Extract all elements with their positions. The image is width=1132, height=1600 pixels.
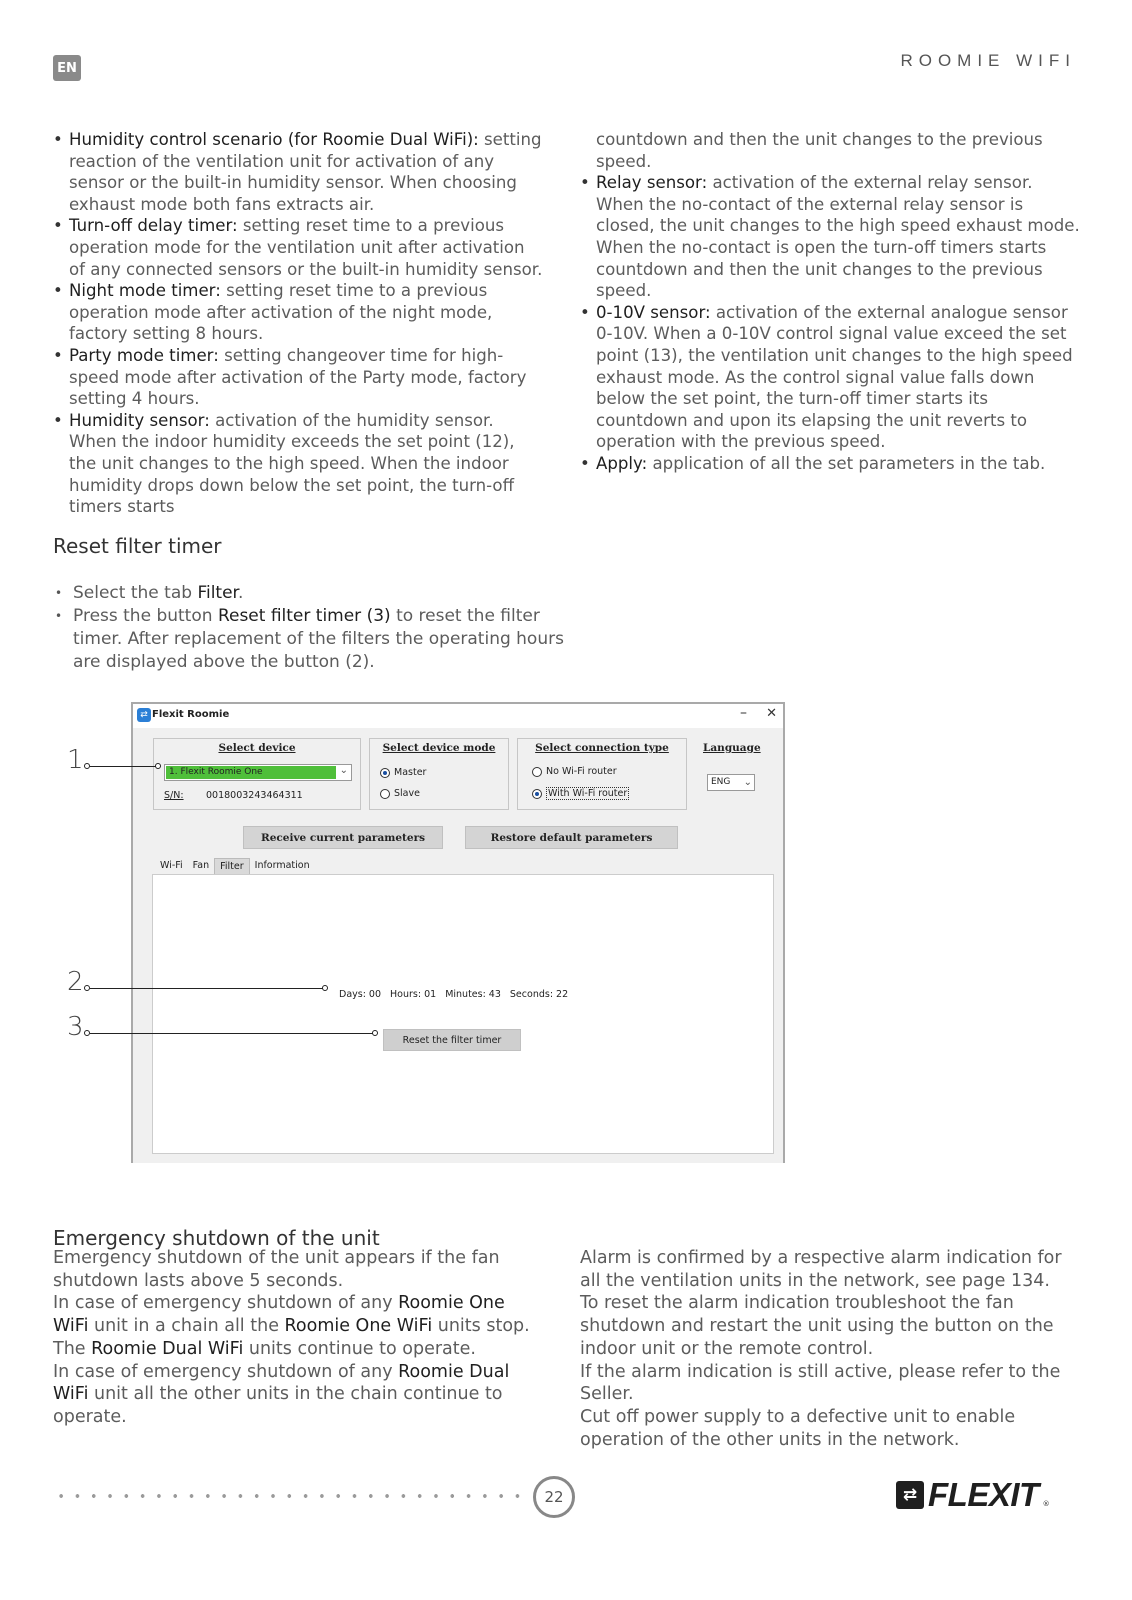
select-device-group [153,738,361,810]
window-body [133,728,783,1163]
list-item [53,605,573,674]
emergency-text-left [53,1247,543,1429]
page-number: 22 [533,1476,575,1518]
desc: application of all the set parameters in the tab. [647,453,1046,473]
radio-master[interactable] [380,767,426,778]
paragraph: Emergency shutdown of the unit appears if the fan shutdown lasts above 5 seconds. [53,1248,500,1291]
paragraph: To reset the alarm indication troubleshoot the fan shutdown and restart the unit using the button on the indoor unit or the remote control. [580,1293,1054,1359]
group-title: Select device [218,742,296,754]
radio-label: Master [394,767,427,778]
left-column [53,129,543,518]
list-item [53,345,543,410]
device-selected: 1. Flexit Roomie One [166,766,336,779]
app-window [131,702,785,1163]
desc: setting reset time to a previous operation mode after activation of the night mode, factory setting 8 hours. [69,281,493,344]
term: Party mode timer: [69,345,219,365]
device-dropdown[interactable] [164,764,352,781]
term: Apply: [596,453,648,473]
radio-dot [532,767,542,777]
term: 0-10V sensor: [596,302,711,322]
chevron-down-icon: ⌄ [339,765,348,776]
footer-dot-line [53,1493,523,1499]
list-item [580,302,1080,453]
tab-information[interactable]: Information [254,860,310,871]
chevron-down-icon: ⌄ [743,777,752,788]
term: Filter [197,583,238,603]
desc: setting changeover time for high-speed mode after activation of the Party mode, factory setting 4 hours. [69,345,527,409]
document-header: ROOMIE WIFI [900,51,1076,70]
language-value: ENG [711,777,731,787]
paragraph: If the alarm indication is still active, please refer to the Seller. [580,1361,1061,1405]
tab-filter[interactable]: Filter [214,858,250,875]
step-text: Press the button [73,606,218,626]
list-item [53,410,543,518]
flexit-logo-icon: ⇄ [896,1481,924,1509]
timer-hours: Hours: 01 [390,989,437,1000]
flexit-logo [896,1477,1050,1513]
callout-number: 2 [67,967,84,997]
desc: setting reset time to a previous operation mode for the ventilation unit after activation of any connected sensors or the built-in humidity sensor. [69,216,543,279]
filter-timer-display [339,989,568,1000]
group-title: Select connection type [535,742,669,754]
paragraph: Alarm is confirmed by a respective alarm indication for all the ventilation units in the network, see page 134. [580,1248,1062,1291]
continued-text: countdown and then the unit changes to the previous speed. [596,130,1043,171]
emergency-text-right [580,1247,1080,1451]
close-button[interactable]: ✕ [766,706,777,721]
group-title: Select device mode [382,742,496,754]
radio-dot [380,789,390,799]
term: Relay sensor: [596,173,708,193]
list-item [53,215,543,280]
text: units stop. The [53,1316,530,1359]
term: Roomie One WiFi [53,1293,505,1337]
app-icon: ⇄ [137,708,151,722]
select-connection-group [517,738,687,810]
callout-line [90,1033,374,1034]
step-text: to reset the filter timer. After replacement of the filters the operating hours are displayed above the button (2). [73,606,564,672]
settings-list-right [580,172,1080,474]
radio-dot [532,789,542,799]
desc: activation of the external relay sensor. When the no-contact of the external relay sensor is closed, the unit changes to the high speed exhaust mode. When the no-contact is open the turn-off timers starts countdown and then the unit changes to the previous speed. [596,173,1080,301]
term: Turn-off delay timer: [69,216,238,236]
radio-label: No Wi-Fi router [546,766,617,777]
list-item [580,453,1080,475]
step-text: . [237,583,244,603]
filter-tab-panel [152,874,774,1154]
tab-bar [155,858,315,875]
language-badge: EN [53,55,81,81]
paragraph [53,1292,543,1360]
text: unit in a chain all the [88,1316,285,1337]
logo-text: FLEXIT [928,1476,1039,1513]
minimize-button[interactable]: – [740,705,747,721]
paragraph [53,1361,543,1429]
tab-wifi[interactable]: Wi-Fi [160,860,183,871]
term: Roomie One WiFi [284,1316,433,1337]
term: Humidity control scenario (for Roomie Dual WiFi): [69,130,479,149]
text: In case of emergency shutdown of any [53,1293,399,1314]
section-heading-reset-filter: Reset filter timer [53,534,222,558]
list-item [53,280,543,345]
settings-list-left [53,129,543,518]
text: units continue to operate. [243,1338,476,1359]
term: Humidity sensor: [69,410,210,430]
restore-defaults-button[interactable]: Restore default parameters [465,826,678,849]
registered-mark: ® [1042,1500,1050,1508]
list-item [53,129,543,215]
radio-dot [380,768,390,778]
serial-label: S/N: [164,790,184,801]
window-titlebar [133,704,783,728]
text: In case of emergency shutdown of any [53,1361,399,1382]
language-dropdown[interactable] [707,774,755,791]
list-item [53,582,573,605]
serial-value: 0018003243464311 [206,790,303,801]
tab-fan[interactable]: Fan [192,860,210,871]
callout-line [90,766,156,767]
timer-days: Days: 00 [339,989,382,1000]
desc: setting reaction of the ventilation unit for activation of any sensor or the built-in humidity sensor. When choosing exhaust mode both fans extracts air. [69,130,542,214]
term: Night mode timer: [69,281,221,301]
receive-parameters-button[interactable]: Receive current parameters [243,826,443,849]
reset-filter-timer-button[interactable]: Reset the filter timer [383,1029,521,1051]
term: Roomie Dual WiFi [53,1361,510,1405]
text: unit all the other units in the chain continue to operate. [53,1384,503,1427]
callout-number: 3 [67,1012,84,1042]
desc: activation of the humidity sensor. When the indoor humidity exceeds the set point (12), the unit changes to the high speed. When the indoor humidity drops down below the set point, the turn-off timers starts [69,410,515,517]
desc: activation of the external analogue sensor 0-10V. When a 0-10V control signal value exceed the set point (13), the ventilation unit changes to the high speed exhaust mode. As the control signal value falls down below the set point, the turn-off timer starts its countdown and upon its elapsing the unit reverts to operation with the previous speed. [596,302,1073,452]
paragraph: Cut off power supply to a defective unit to enable operation of the other units in the network. [580,1406,1016,1450]
reset-steps [53,582,573,674]
term: Reset filter timer (3) [217,606,391,626]
callout-end-marker [322,985,328,991]
timer-seconds: Seconds: 22 [509,989,569,1000]
timer-minutes: Minutes: 43 [445,989,501,1000]
language-title: Language [703,742,761,754]
callout-end-marker [155,763,161,769]
select-mode-group [369,738,509,810]
radio-label: Slave [394,788,420,799]
callout-end-marker [372,1030,378,1036]
radio-slave[interactable] [380,788,420,799]
list-item [580,172,1080,302]
callout-line [90,988,323,989]
section-heading-emergency: Emergency shutdown of the unit [53,1226,380,1250]
callout-number: 1 [67,745,84,775]
window-title: Flexit Roomie [152,709,230,720]
step-text: Select the tab [73,583,198,603]
radio-label: With Wi-Fi router [548,788,628,799]
radio-no-wifi[interactable] [532,766,617,777]
term: Roomie Dual WiFi [91,1338,244,1359]
right-column [580,129,1080,475]
radio-with-wifi[interactable] [532,787,629,800]
